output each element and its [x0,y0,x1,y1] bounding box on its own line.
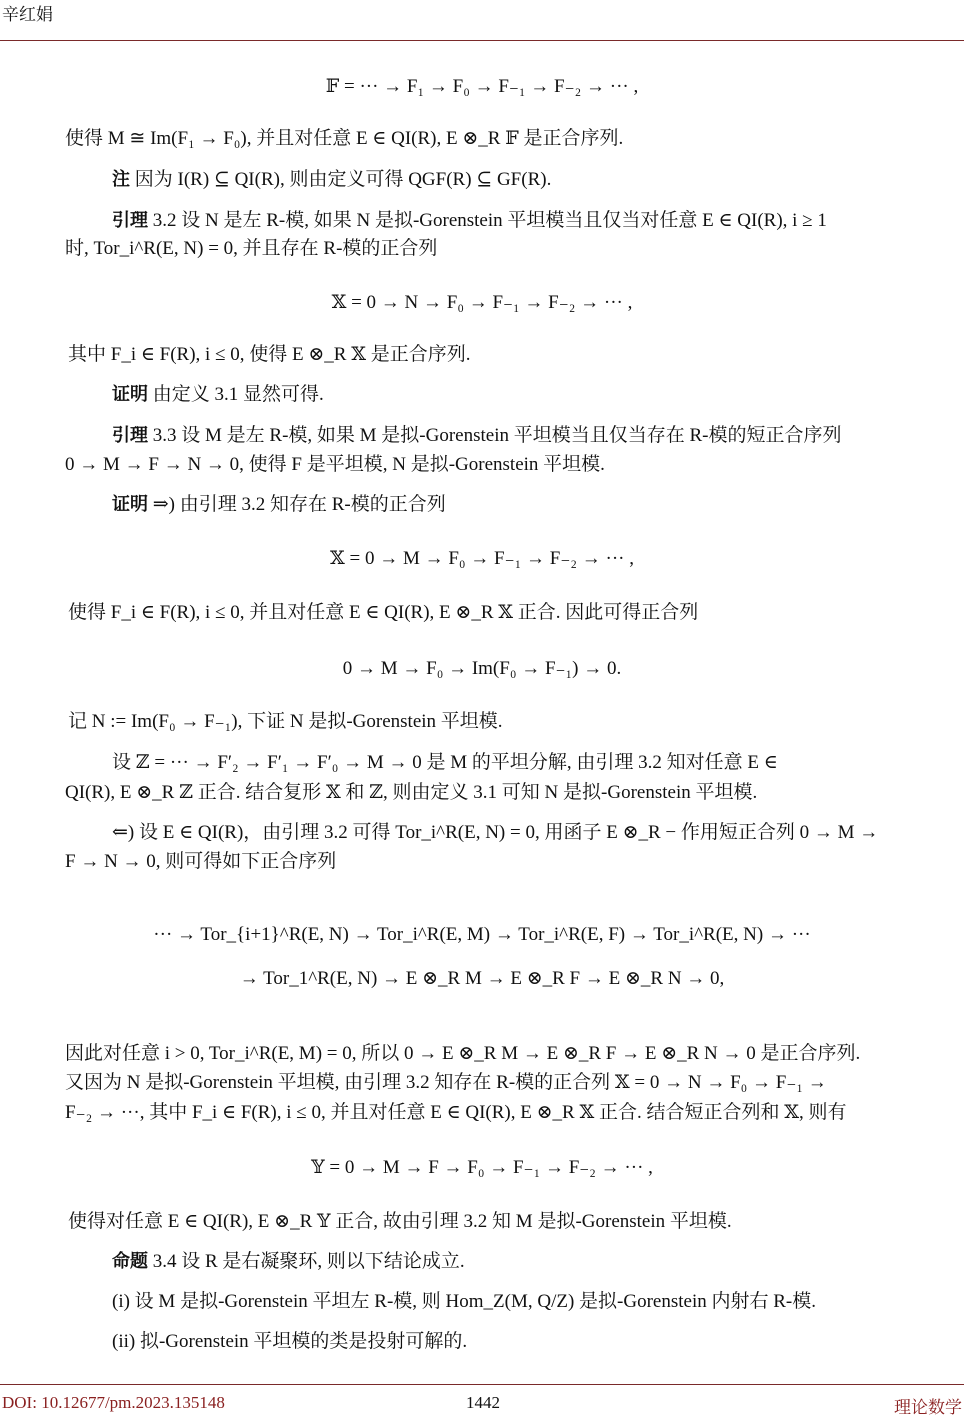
text-line [112,1249,465,1275]
line-text: 3.3 设 M 是左 R-模, 如果 M 是拟-Gorenstein 平坦模当且仅当存在 R-模的短正合序列 [148,425,842,446]
line-text: → Tor_1^R(E, N) → E ⊗_R M → E ⊗_R F → E ⊗_R N → 0, [239,968,725,989]
line-text: ··· → Tor_{i+1}^R(E, N) → Tor_i^R(E, M) → Tor_i^R(E, F) → Tor_i^R(E, N) → ··· [153,924,811,945]
line-text: 3.2 设 N 是左 R-模, 如果 N 是拟-Gorenstein 平坦模当且仅当对任意 E ∈ QI(R), i ≥ 1 [148,210,827,231]
text-line [68,1209,732,1235]
text-line [112,820,878,846]
text-line [65,1070,964,1096]
line-text: (ii) 拟-Gorenstein 平坦模的类是投射可解的. [112,1331,468,1352]
line-text: 𝕏 = 0 → M → F₀ → F₋₁ → F₋₂ → ··· , [330,548,634,569]
header-author: 辛红娟 [2,5,53,24]
theorem-label: 命题 [112,1251,148,1272]
line-text: 使得对任意 E ∈ QI(R), E ⊗_R 𝕐 正合, 故由引理 3.2 知 M 是拟-Gorenstein 平坦模. [68,1211,732,1232]
text-line [65,1041,964,1067]
line-text: (i) 设 M 是拟-Gorenstein 平坦左 R-模, 则 Hom_Z(M, Q/Z) 是拟-Gorenstein 内射右 R-模. [112,1291,816,1312]
line-text: 使得 F_i ∈ F(R), i ≤ 0, 并且对任意 E ∈ QI(R), E ⊗_R 𝕏 正合. 因此可得正合列 [68,602,699,623]
text-line [112,1289,816,1315]
line-text: 0 → M → F → N → 0, 使得 F 是平坦模, N 是拟-Gorenstein 平坦模. [65,454,605,475]
line-text: F → N → 0, 则可得如下正合序列 [65,851,337,872]
line-text: 由定义 3.1 显然可得. [148,384,324,405]
line-text: 因此对任意 i > 0, Tor_i^R(E, M) = 0, 所以 0 → E ⊗_R M → E ⊗_R F → E ⊗_R N → 0 是正合序列. [65,1043,861,1064]
line-text: 时, Tor_i^R(E, N) = 0, 并且存在 R-模的正合列 [65,238,438,259]
display-equation [0,966,964,992]
text-line [65,780,964,806]
text-line [112,492,446,518]
text-line [112,423,841,449]
line-text: 3.4 设 R 是右凝聚环, 则以下结论成立. [148,1251,465,1272]
theorem-label: 引理 [112,210,148,231]
text-line [65,126,964,152]
text-line [65,452,964,478]
footer-journal-name: 理论数学 [894,1398,962,1417]
theorem-label: 注 [112,169,130,190]
page-header [0,0,964,41]
line-text: QI(R), E ⊗_R ℤ 正合. 结合复形 𝕏 和 ℤ, 则由定义 3.1 可知 N 是拟-Gorenstein 平坦模. [65,782,758,803]
theorem-label: 证明 [112,494,148,515]
line-text: 因为 I(R) ⊆ QI(R), 则由定义可得 QGF(R) ⊆ GF(R). [130,169,552,190]
text-line [65,236,964,262]
page-footer [0,1384,964,1415]
text-line [65,1100,964,1126]
line-text: 又因为 N 是拟-Gorenstein 平坦模, 由引理 3.2 知存在 R-模的正合列 𝕏 = 0 → N → F₀ → F₋₁ → [65,1072,827,1093]
text-line [112,208,827,234]
text-line [112,382,324,408]
text-line [68,600,698,626]
line-text: 记 N := Im(F₀ → F₋₁), 下证 N 是拟-Gorenstein 平坦模. [68,711,503,732]
footer-doi[interactable]: DOI: 10.12677/pm.2023.135148 [2,1393,225,1412]
line-text: 𝕏 = 0 → N → F₀ → F₋₁ → F₋₂ → ··· , [331,292,633,313]
text-line [68,709,503,735]
display-equation [0,546,964,572]
display-equation [0,290,964,316]
text-line [112,1329,467,1355]
text-line [112,167,551,193]
line-text: ⇒) 由引理 3.2 知存在 R-模的正合列 [148,494,446,515]
line-text: 0 → M → F₀ → Im(F₀ → F₋₁) → 0. [342,658,622,679]
text-line [68,342,470,368]
text-line [112,750,778,776]
line-text: 其中 F_i ∈ F(R), i ≤ 0, 使得 E ⊗_R 𝕏 是正合序列. [68,344,471,365]
line-text: 𝔽 = ··· → F₁ → F₀ → F₋₁ → F₋₂ → ··· , [325,76,639,97]
display-equation [0,74,964,100]
line-text: 使得 M ≅ Im(F₁ → F₀), 并且对任意 E ∈ QI(R), E ⊗_R 𝔽 是正合序列. [65,128,624,149]
footer-page-number: 1442 [466,1393,500,1412]
line-text: 设 ℤ = ··· → F′₂ → F′₁ → F′₀ → M → 0 是 M 的平坦分解, 由引理 3.2 知对任意 E ∈ [112,752,778,773]
theorem-label: 证明 [112,384,148,405]
display-equation [0,656,964,682]
text-line [65,849,964,875]
line-text: F₋₂ → ···, 其中 F_i ∈ F(R), i ≤ 0, 并且对任意 E ∈ QI(R), E ⊗_R 𝕏 正合. 结合短正合列和 𝕏, 则有 [65,1102,847,1123]
display-equation [0,922,964,948]
theorem-label: 引理 [112,425,148,446]
line-text: 𝕐 = 0 → M → F → F₀ → F₋₁ → F₋₂ → ··· , [311,1157,653,1178]
display-equation [0,1155,964,1181]
line-text: ⇐) 设 E ∈ QI(R)，由引理 3.2 可得 Tor_i^R(E, N) = 0, 用函子 E ⊗_R − 作用短正合列 0 → M → [112,822,879,843]
